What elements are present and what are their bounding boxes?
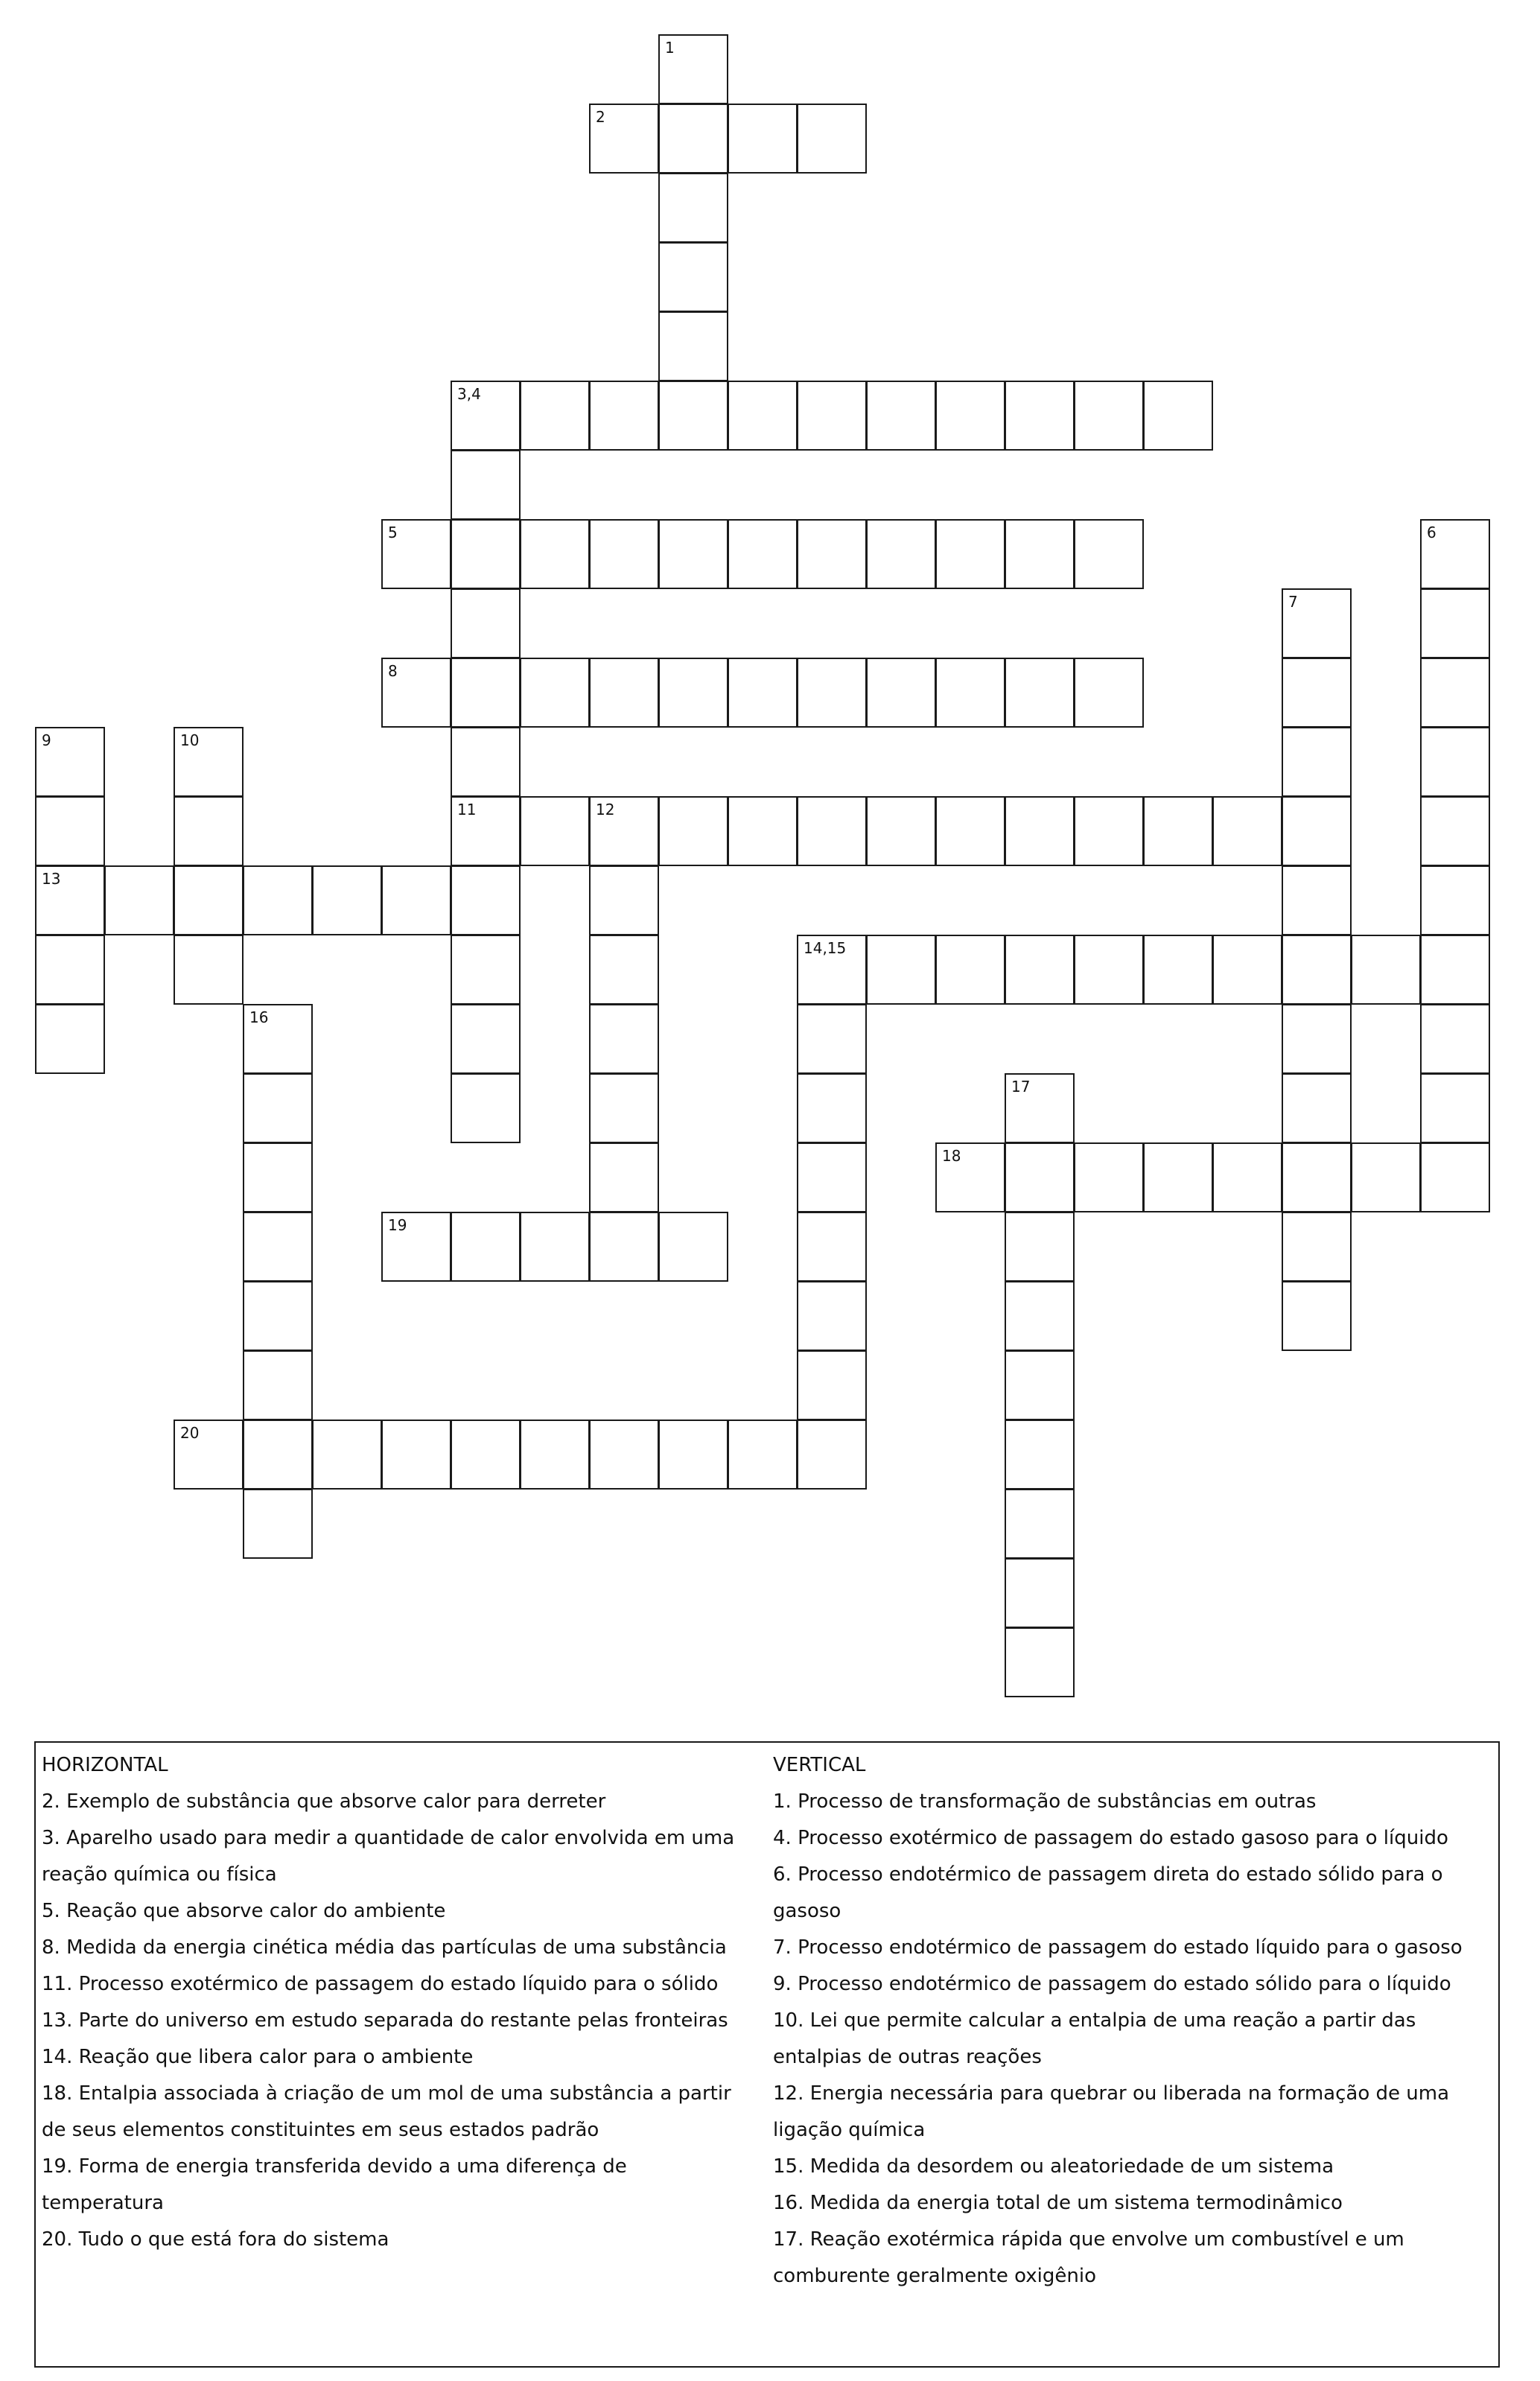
crossword-cell[interactable]: [174, 796, 244, 866]
crossword-cell[interactable]: [451, 588, 521, 658]
crossword-cell[interactable]: [1282, 935, 1352, 1005]
clues-box: [34, 1741, 1500, 2368]
crossword-cell[interactable]: [589, 1212, 659, 1282]
crossword-cell[interactable]: [1282, 796, 1352, 866]
crossword-cell[interactable]: [1005, 1281, 1075, 1351]
vertical-title: VERTICAL: [773, 1754, 866, 1776]
crossword-cell[interactable]: [174, 935, 244, 1005]
crossword-cell[interactable]: [35, 796, 105, 866]
clue-line: 16. Medida da energia total de um sistema termodinâmico: [773, 2192, 1343, 2214]
crossword-cell[interactable]: [1005, 1350, 1075, 1420]
clue-number: 2: [596, 108, 605, 126]
clue-line: 7. Processo endotérmico de passagem do estado líquido para o gasoso: [773, 1936, 1463, 1959]
crossword-cell[interactable]: [1005, 519, 1075, 589]
clue-line: 10. Lei que permite calcular a entalpia de uma reação a partir das: [773, 2009, 1416, 2032]
crossword-cell[interactable]: [658, 1420, 728, 1490]
crossword-cell[interactable]: [797, 381, 867, 451]
crossword-cell[interactable]: [1074, 796, 1144, 866]
crossword-cell[interactable]: [589, 104, 659, 174]
clue-line: 15. Medida da desordem ou aleatoriedade de um sistema: [773, 2155, 1334, 2178]
horizontal-clues: [42, 1747, 764, 2258]
clue-number: 7: [1288, 593, 1298, 611]
crossword-cell[interactable]: [174, 865, 244, 935]
crossword-cell[interactable]: [589, 1420, 659, 1490]
crossword-cell[interactable]: [797, 104, 867, 174]
crossword-cell[interactable]: [1212, 935, 1282, 1005]
clue-line: 3. Aparelho usado para medir a quantidade de calor envolvida em uma: [42, 1827, 735, 1849]
crossword-cell[interactable]: [1351, 1142, 1421, 1212]
crossword-cell[interactable]: [1005, 1627, 1075, 1697]
clue-line: 17. Reação exotérmica rápida que envolve um combustível e um: [773, 2228, 1404, 2251]
crossword-cell[interactable]: [174, 727, 244, 797]
clue-line: 9. Processo endotérmico de passagem do estado sólido para o líquido: [773, 1973, 1451, 1995]
clue-number: 6: [1427, 524, 1436, 541]
crossword-cell[interactable]: [1282, 1073, 1352, 1143]
crossword-cell[interactable]: [589, 519, 659, 589]
crossword-cell[interactable]: [381, 865, 451, 935]
crossword-cell[interactable]: [35, 935, 105, 1005]
crossword-cell[interactable]: [1074, 381, 1144, 451]
clue-number: 18: [942, 1147, 961, 1165]
crossword-cell[interactable]: [451, 865, 521, 935]
crossword-cell[interactable]: [1420, 1073, 1490, 1143]
crossword-cell[interactable]: [658, 519, 728, 589]
clue-line: 1. Processo de transformação de substâncias em outras: [773, 1790, 1317, 1813]
crossword-cell[interactable]: [935, 1142, 1005, 1212]
crossword-cell[interactable]: [658, 311, 728, 381]
crossword-cell[interactable]: [243, 1350, 313, 1420]
crossword-cell[interactable]: [1212, 796, 1282, 866]
crossword-cell[interactable]: [520, 796, 590, 866]
crossword-cell[interactable]: [1282, 1212, 1352, 1282]
crossword-cell[interactable]: [866, 796, 936, 866]
crossword-cell[interactable]: [1420, 865, 1490, 935]
crossword-cell[interactable]: [243, 1212, 313, 1282]
clue-line: gasoso: [773, 1900, 841, 1922]
crossword-cell[interactable]: [1143, 935, 1213, 1005]
crossword-cell[interactable]: [243, 1420, 313, 1490]
crossword-cell[interactable]: [797, 658, 867, 728]
crossword-cell[interactable]: [1420, 727, 1490, 797]
clue-number: 5: [388, 524, 398, 541]
crossword-cell[interactable]: [1420, 658, 1490, 728]
crossword-cell[interactable]: [1005, 1489, 1075, 1559]
crossword-cell[interactable]: [35, 727, 105, 797]
crossword-cell[interactable]: [1005, 1420, 1075, 1490]
crossword-cell[interactable]: [658, 34, 728, 104]
crossword-cell[interactable]: [589, 1142, 659, 1212]
clue-number: 16: [249, 1008, 269, 1026]
crossword-cell[interactable]: [728, 796, 798, 866]
clue-line: de seus elementos constituintes em seus estados padrão: [42, 2119, 599, 2141]
crossword-cell[interactable]: [589, 796, 659, 866]
crossword-cell[interactable]: [658, 173, 728, 243]
crossword-cell[interactable]: [797, 1004, 867, 1074]
crossword-cell[interactable]: [312, 1420, 382, 1490]
crossword-cell[interactable]: [935, 519, 1005, 589]
horizontal-title: HORIZONTAL: [42, 1754, 168, 1776]
crossword-cell[interactable]: [1074, 935, 1144, 1005]
clue-number: 10: [180, 731, 200, 749]
crossword-cell[interactable]: [243, 865, 313, 935]
crossword-cell[interactable]: [797, 1350, 867, 1420]
crossword-cell[interactable]: [1420, 796, 1490, 866]
crossword-cell[interactable]: [1005, 1073, 1075, 1143]
crossword-cell[interactable]: [797, 796, 867, 866]
crossword-cell[interactable]: [935, 935, 1005, 1005]
crossword-cell[interactable]: [658, 242, 728, 312]
clue-number: 19: [388, 1216, 407, 1234]
crossword-cell[interactable]: [35, 1004, 105, 1074]
horizontal-clue-list: [42, 1784, 764, 2258]
crossword-cell[interactable]: [658, 104, 728, 174]
crossword-cell[interactable]: [1005, 658, 1075, 728]
crossword-cell[interactable]: [1420, 588, 1490, 658]
crossword-cell[interactable]: [1420, 519, 1490, 589]
crossword-cell[interactable]: [381, 1212, 451, 1282]
crossword-cell[interactable]: [1074, 519, 1144, 589]
clue-number: 12: [596, 801, 615, 818]
clue-line: 13. Parte do universo em estudo separada do restante pelas fronteiras: [42, 2009, 728, 2032]
crossword-cell[interactable]: [451, 1420, 521, 1490]
clue-number: 9: [42, 731, 51, 749]
crossword-cell[interactable]: [728, 1420, 798, 1490]
clue-number: 17: [1011, 1078, 1031, 1096]
crossword-cell[interactable]: [1005, 1212, 1075, 1282]
crossword-cell[interactable]: [589, 865, 659, 935]
crossword-cell[interactable]: [1282, 1142, 1352, 1212]
crossword-cell[interactable]: [935, 796, 1005, 866]
crossword-cell[interactable]: [1420, 935, 1490, 1005]
crossword-cell[interactable]: [1282, 1004, 1352, 1074]
clue-number: 20: [180, 1424, 200, 1442]
crossword-cell[interactable]: [866, 381, 936, 451]
crossword-cell[interactable]: [589, 381, 659, 451]
crossword-cell[interactable]: [1282, 727, 1352, 797]
crossword-cell[interactable]: [451, 658, 521, 728]
crossword-cell[interactable]: [797, 935, 867, 1005]
crossword-cell[interactable]: [1005, 935, 1075, 1005]
clue-line: 6. Processo endotérmico de passagem direta do estado sólido para o: [773, 1863, 1443, 1886]
crossword-cell[interactable]: [381, 658, 451, 728]
clue-line: 8. Medida da energia cinética média das partículas de uma substância: [42, 1936, 727, 1959]
crossword-cell[interactable]: [451, 935, 521, 1005]
crossword-cell[interactable]: [1282, 588, 1352, 658]
clue-line: 11. Processo exotérmico de passagem do estado líquido para o sólido: [42, 1973, 719, 1995]
crossword-cell[interactable]: [589, 1073, 659, 1143]
clue-line: 18. Entalpia associada à criação de um mol de uma substância a partir: [42, 2082, 731, 2105]
crossword-cell[interactable]: [520, 1420, 590, 1490]
crossword-cell[interactable]: [935, 658, 1005, 728]
clue-line: temperatura: [42, 2192, 164, 2214]
crossword-cell[interactable]: [104, 865, 174, 935]
crossword-cell[interactable]: [589, 658, 659, 728]
clue-number: 13: [42, 870, 61, 888]
crossword-cell[interactable]: [1005, 1142, 1075, 1212]
crossword-cell[interactable]: [866, 658, 936, 728]
crossword-cell[interactable]: [658, 381, 728, 451]
crossword-cell[interactable]: [451, 1073, 521, 1143]
crossword-cell[interactable]: [1005, 381, 1075, 451]
clue-line: 12. Energia necessária para quebrar ou liberada na formação de uma: [773, 2082, 1450, 2105]
crossword-cell[interactable]: [520, 1212, 590, 1282]
crossword-cell[interactable]: [1282, 865, 1352, 935]
crossword-cell[interactable]: [243, 1281, 313, 1351]
crossword-cell[interactable]: [451, 450, 521, 520]
crossword-cell[interactable]: [451, 381, 521, 451]
clue-line: ligação química: [773, 2119, 926, 2141]
crossword-cell[interactable]: [1005, 1558, 1075, 1628]
clue-number: 3,4: [457, 385, 481, 403]
crossword-cell[interactable]: [935, 381, 1005, 451]
crossword-cell[interactable]: [797, 519, 867, 589]
crossword-cell[interactable]: [866, 935, 936, 1005]
crossword-cell[interactable]: [243, 1004, 313, 1074]
clue-number: 8: [388, 662, 398, 680]
crossword-cell[interactable]: [1074, 1142, 1144, 1212]
crossword-cell[interactable]: [312, 865, 382, 935]
crossword-cell[interactable]: [866, 519, 936, 589]
crossword-cell[interactable]: [451, 1004, 521, 1074]
clue-line: 5. Reação que absorve calor do ambiente: [42, 1900, 446, 1922]
clue-line: entalpias de outras reações: [773, 2046, 1042, 2068]
crossword-cell[interactable]: [451, 519, 521, 589]
crossword-cell[interactable]: [243, 1142, 313, 1212]
crossword-cell[interactable]: [451, 727, 521, 797]
crossword-cell[interactable]: [1074, 658, 1144, 728]
crossword-cell[interactable]: [728, 104, 798, 174]
clue-line: comburente geralmente oxigênio: [773, 2265, 1096, 2287]
crossword-cell[interactable]: [797, 1142, 867, 1212]
crossword-cell[interactable]: [658, 658, 728, 728]
vertical-clues: [773, 1747, 1495, 2295]
crossword-cell[interactable]: [243, 1073, 313, 1143]
crossword-cell[interactable]: [1143, 381, 1213, 451]
clue-line: 20. Tudo o que está fora do sistema: [42, 2228, 389, 2251]
crossword-cell[interactable]: [1420, 1004, 1490, 1074]
crossword-cell[interactable]: [381, 1420, 451, 1490]
crossword-cell[interactable]: [35, 865, 105, 935]
clue-line: 4. Processo exotérmico de passagem do estado gasoso para o líquido: [773, 1827, 1448, 1849]
crossword-cell[interactable]: [797, 1281, 867, 1351]
clue-line: 2. Exemplo de substância que absorve calor para derreter: [42, 1790, 606, 1813]
crossword-cell[interactable]: [1282, 658, 1352, 728]
crossword-cell[interactable]: [797, 1073, 867, 1143]
crossword-cell[interactable]: [520, 519, 590, 589]
crossword-cell[interactable]: [797, 1420, 867, 1490]
crossword-cell[interactable]: [658, 796, 728, 866]
clue-line: reação química ou física: [42, 1863, 277, 1886]
vertical-clue-list: [773, 1784, 1495, 2295]
crossword-cell[interactable]: [658, 1212, 728, 1282]
crossword-cell[interactable]: [1143, 1142, 1213, 1212]
crossword-cell[interactable]: [520, 658, 590, 728]
crossword-cell[interactable]: [1212, 1142, 1282, 1212]
crossword-cell[interactable]: [728, 381, 798, 451]
crossword-cell[interactable]: [728, 519, 798, 589]
clue-line: 19. Forma de energia transferida devido a uma diferença de: [42, 2155, 627, 2178]
clue-line: 14. Reação que libera calor para o ambiente: [42, 2046, 474, 2068]
crossword-cell[interactable]: [174, 1420, 244, 1490]
crossword-cell[interactable]: [451, 796, 521, 866]
crossword-cell[interactable]: [1420, 1142, 1490, 1212]
crossword-cell[interactable]: [243, 1489, 313, 1559]
crossword-cell[interactable]: [520, 381, 590, 451]
clue-number: 1: [665, 39, 675, 57]
clue-number: 14,15: [804, 939, 847, 957]
crossword-cell[interactable]: [589, 935, 659, 1005]
crossword-cell[interactable]: [1351, 935, 1421, 1005]
crossword-cell[interactable]: [1143, 796, 1213, 866]
crossword-cell[interactable]: [797, 1212, 867, 1282]
crossword-cell[interactable]: [1005, 796, 1075, 866]
crossword-cell[interactable]: [451, 1212, 521, 1282]
crossword-cell[interactable]: [728, 658, 798, 728]
crossword-cell[interactable]: [589, 1004, 659, 1074]
crossword-cell[interactable]: [381, 519, 451, 589]
clue-number: 11: [457, 801, 477, 818]
crossword-cell[interactable]: [1282, 1281, 1352, 1351]
